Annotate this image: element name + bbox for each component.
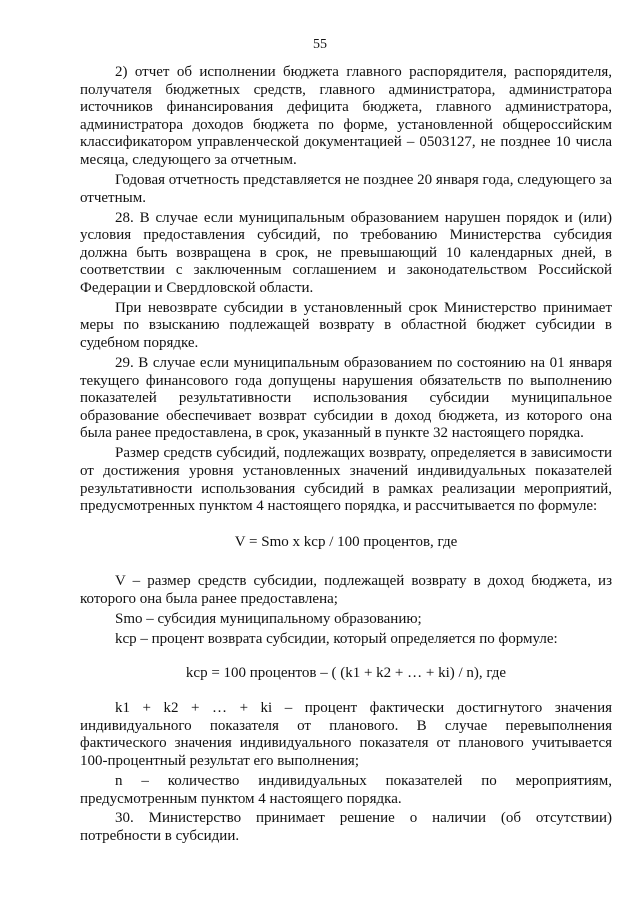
paragraph-item-30: 30. Министерство принимает решение о наличии (об отсутствии) потребности в субсидии. [80, 810, 612, 845]
page-number: 55 [313, 37, 327, 52]
paragraph-subsidy-size: Размер средств субсидий, подлежащих возврату, определяется в зависимости от достижения уровня установленных значений индивидуальных показателей результативности использования субсидий в рамках реализации мероприятий, предусмотренных пунктом 4 настоящего порядка, и рассчитывается по формуле: [80, 445, 612, 515]
definition-v: V – размер средств субсидии, подлежащей возврату в доход бюджета, из которого она была ранее предоставлена; [80, 573, 612, 607]
paragraph-item-28: 28. В случае если муниципальным образованием нарушен порядок и (или) условия предоставления субсидий, по требованию Министерства субсидия должна быть возвращена в срок, не превышающий 10 календарных дней, в соответствии с заключенным соглашением и законодательством Российской Федерации и Свердловской области. [80, 209, 612, 296]
definition-smo: Smo – субсидия муниципальному образованию; [115, 610, 422, 627]
definition-kcp: kcp – процент возврата субсидии, который определяется по формуле: [115, 630, 558, 647]
document-body [80, 64, 612, 848]
formula-v: V = Smo x kcp / 100 процентов, где [234, 533, 458, 550]
definition-n: n – количество индивидуальных показателей по мероприятиям, предусмотренным пунктом 4 настоящего порядка. [80, 772, 612, 807]
paragraph-non-return: При невозврате субсидии в установленный срок Министерство принимает меры по взысканию подлежащей возврату в областной бюджет субсидии в судебном порядке. [80, 299, 612, 352]
definition-k: k1 + k2 + … + ki – процент фактически достигнутого значения индивидуального показателя от планового. В случае перевыполнения фактического значения индивидуального показателя от планового учитывается 100-процентный результат его выполнения; [80, 700, 612, 769]
formula-kcp: kcp = 100 процентов – ( (k1 + k2 + … + ki) / n), где [185, 664, 507, 681]
paragraph-item-29: 29. В случае если муниципальным образованием по состоянию на 01 января текущего финансового года допущены нарушения обязательств по выполнению показателей результативности использования субсидии муниципальное образование обеспечивает возврат субсидии в доход бюджета, из которого она была ранее предоставлена, в срок, указанный в пункте 32 настоящего порядка. [80, 355, 612, 442]
paragraph-report-item-2: 2) отчет об исполнении бюджета главного распорядителя, распорядителя, получателя бюджетных средств, главного администратора, администратора источников финансирования дефицита бюджета, главного администратора, администратора доходов бюджета по форме, установленной общероссийским классификатором управленческой документацией – 0503127, не позднее 10 числа месяца, следующего за отчетным. [80, 64, 612, 168]
paragraph-annual-reporting: Годовая отчетность представляется не позднее 20 января года, следующего за отчетным. [80, 171, 612, 206]
